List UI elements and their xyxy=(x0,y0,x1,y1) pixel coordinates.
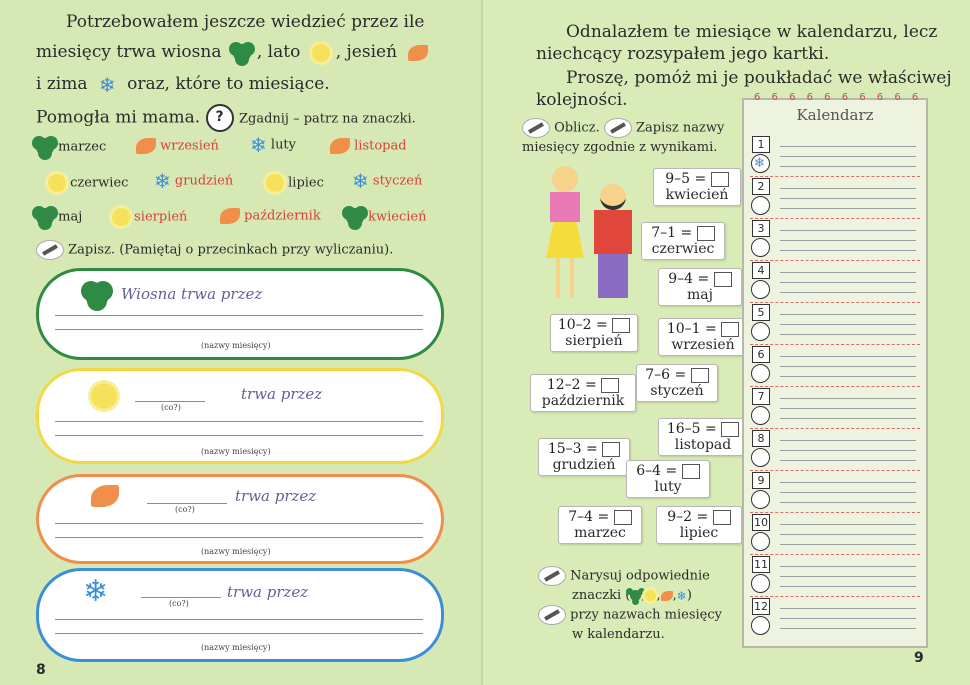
calendar-row[interactable]: 1 ❄ xyxy=(750,134,920,177)
right-intro-line-3: Proszę, pomóż mi je poukładać we właściwej xyxy=(566,68,952,88)
calendar-row[interactable]: 4 xyxy=(750,260,920,303)
month-item: kwiecień xyxy=(346,208,427,226)
clover-icon xyxy=(36,208,54,226)
math-card: 10–2 = sierpień xyxy=(550,314,638,352)
sun-icon xyxy=(112,208,130,226)
answer-box[interactable] xyxy=(612,318,630,333)
zapisz-instruction: miesięcy zgodnie z wynikami. xyxy=(522,140,718,155)
boy-illustration xyxy=(590,184,634,304)
calendar-row[interactable]: 10 xyxy=(750,512,920,555)
answer-box[interactable] xyxy=(602,442,620,457)
calendar-row[interactable]: 3 xyxy=(750,218,920,261)
intro-line-1: Potrzebowałem jeszcze wiedzieć przez ile xyxy=(66,12,425,32)
calendar-circle[interactable] xyxy=(751,238,770,257)
answer-box[interactable] xyxy=(697,226,715,241)
answer-box[interactable] xyxy=(711,172,729,187)
hand-icon xyxy=(538,605,566,625)
calendar-circle[interactable] xyxy=(751,322,770,341)
month-item: sierpień xyxy=(112,208,187,226)
calendar-row[interactable]: 8 xyxy=(750,428,920,471)
winter-writing-box[interactable] xyxy=(36,568,444,662)
calendar-circle[interactable] xyxy=(751,616,770,635)
leaf-icon xyxy=(136,138,156,154)
month-item: maj xyxy=(36,208,82,226)
answer-box[interactable] xyxy=(721,322,739,337)
snowflake-icon: ❄ xyxy=(754,156,765,171)
leaf-icon xyxy=(408,45,428,61)
pencil-icon xyxy=(604,118,632,138)
snowflake-icon: ❄ xyxy=(154,169,171,193)
autumn-title: trwa przez xyxy=(235,487,317,505)
leaf-icon xyxy=(330,138,350,154)
calendar-circle[interactable] xyxy=(751,154,770,173)
answer-box[interactable] xyxy=(713,510,731,525)
leaf-icon xyxy=(220,208,240,224)
hint-text: Zgadnij – patrz na znaczki. xyxy=(238,111,416,127)
month-item: ❄ grudzień xyxy=(154,169,234,193)
math-card: 7–6 = styczeń xyxy=(636,364,718,402)
calendar-row[interactable]: 5 xyxy=(750,302,920,345)
month-item: listopad xyxy=(330,138,407,154)
right-intro-line-4: kolejności. xyxy=(536,90,628,110)
right-intro-line-1: Odnalazłem te miesiące w kalendarzu, lecz xyxy=(566,22,938,42)
math-card: 10–1 = wrzesień xyxy=(658,318,748,356)
nazwy-label: (nazwy miesięcy) xyxy=(201,547,271,556)
calendar-circle[interactable] xyxy=(751,574,770,593)
math-card: 9–4 = maj xyxy=(658,268,742,306)
answer-box[interactable] xyxy=(682,464,700,479)
clover-icon xyxy=(36,138,54,156)
math-card: 9–5 = kwiecień xyxy=(653,168,741,206)
spring-writing-box[interactable] xyxy=(36,268,444,360)
calendar-row[interactable]: 2 xyxy=(750,176,920,219)
calendar-row[interactable]: 9 xyxy=(750,470,920,513)
month-item: wrzesień xyxy=(136,138,219,154)
month-item: czerwiec xyxy=(48,174,128,192)
sun-icon xyxy=(312,44,330,62)
calendar xyxy=(742,92,928,648)
answer-box[interactable] xyxy=(721,422,739,437)
draw-instruction: Narysuj odpowiednie znaczki ( , , ,❄) przy nazwach miesięcy w kalendarzu. xyxy=(538,566,722,644)
answer-box[interactable] xyxy=(614,510,632,525)
winter-title: trwa przez xyxy=(227,583,309,601)
write-instruction: Zapisz. (Pamiętaj o przecinkach przy wyliczaniu). xyxy=(36,240,393,260)
clover-icon xyxy=(346,208,364,226)
calendar-row[interactable]: 12 xyxy=(750,596,920,638)
math-card: 7–4 = marzec xyxy=(558,506,642,544)
answer-box[interactable] xyxy=(601,378,619,393)
oblicz-instruction: Oblicz. Zapisz nazwy xyxy=(522,118,724,138)
answer-box[interactable] xyxy=(691,368,709,383)
nazwy-label: (nazwy miesięcy) xyxy=(201,341,271,350)
month-item: październik xyxy=(220,208,321,224)
snowflake-icon: ❄ xyxy=(676,588,687,603)
hand-icon xyxy=(522,118,550,138)
snowflake-icon: ❄ xyxy=(352,169,369,193)
pencil-icon xyxy=(36,240,64,260)
summer-title: trwa przez xyxy=(241,385,323,403)
spring-title: Wiosna trwa przez xyxy=(121,285,263,303)
pencil-icon xyxy=(538,566,566,586)
snowflake-icon: ❄ xyxy=(83,574,109,609)
intro-line-2: miesięcy trwa wiosna , lato , jesień xyxy=(36,40,428,64)
math-card: 6–4 = luty xyxy=(626,460,710,498)
calendar-row[interactable]: 7 xyxy=(750,386,920,429)
math-card: 9–2 = lipiec xyxy=(656,506,742,544)
sun-icon xyxy=(266,174,284,192)
clover-icon xyxy=(630,590,641,601)
calendar-circle[interactable] xyxy=(751,280,770,299)
month-item: lipiec xyxy=(266,174,324,192)
co-label: (co?) xyxy=(161,403,181,412)
math-card: 7–1 = czerwiec xyxy=(641,222,725,260)
calendar-circle[interactable] xyxy=(751,196,770,215)
leaf-icon xyxy=(661,591,673,601)
sun-icon xyxy=(645,590,656,601)
calendar-row[interactable]: 11 xyxy=(750,554,920,597)
month-item: ❄ luty xyxy=(250,133,297,157)
calendar-circle[interactable] xyxy=(751,406,770,425)
co-label: (co?) xyxy=(175,505,195,514)
clover-icon xyxy=(85,283,109,307)
math-card: 15–3 = grudzień xyxy=(538,438,630,476)
calendar-circle[interactable] xyxy=(751,448,770,467)
right-intro-line-2: niechcący rozsypałem jego kartki. xyxy=(536,44,830,64)
sun-icon xyxy=(48,174,66,192)
math-card: 16–5 = listopad xyxy=(658,418,748,456)
autumn-writing-box[interactable] xyxy=(36,474,444,564)
intro-line-4: Pomogła mi mama. ? Zgadnij – patrz na znaczki. xyxy=(36,104,416,132)
page-number: 8 xyxy=(36,662,46,678)
clover-icon xyxy=(233,44,251,62)
calendar-circle[interactable] xyxy=(751,364,770,383)
intro-line-3: i zima ❄ oraz, które to miesiące. xyxy=(36,72,330,97)
calendar-circle[interactable] xyxy=(751,490,770,509)
math-card: 12–2 = październik xyxy=(530,374,636,412)
snowflake-icon: ❄ xyxy=(250,133,267,157)
girl-illustration xyxy=(542,164,586,302)
co-label: (co?) xyxy=(169,599,189,608)
nazwy-label: (nazwy miesięcy) xyxy=(201,447,271,456)
calendar-circle[interactable] xyxy=(751,532,770,551)
calendar-row[interactable]: 6 xyxy=(750,344,920,387)
snowflake-icon: ❄ xyxy=(98,72,116,97)
nazwy-label: (nazwy miesięcy) xyxy=(201,643,271,652)
summer-writing-box[interactable] xyxy=(36,368,444,464)
calendar-rings: 6 6 6 6 6 6 6 6 6 6 xyxy=(754,92,923,103)
calendar-title: Kalendarz xyxy=(796,106,874,124)
page-number: 9 xyxy=(914,650,924,666)
answer-box[interactable] xyxy=(714,272,732,287)
leaf-icon xyxy=(91,485,119,507)
month-item: marzec xyxy=(36,138,106,156)
month-item: ❄ styczeń xyxy=(352,169,423,193)
sun-icon xyxy=(91,383,117,409)
question-bubble-icon: ? xyxy=(206,104,234,132)
